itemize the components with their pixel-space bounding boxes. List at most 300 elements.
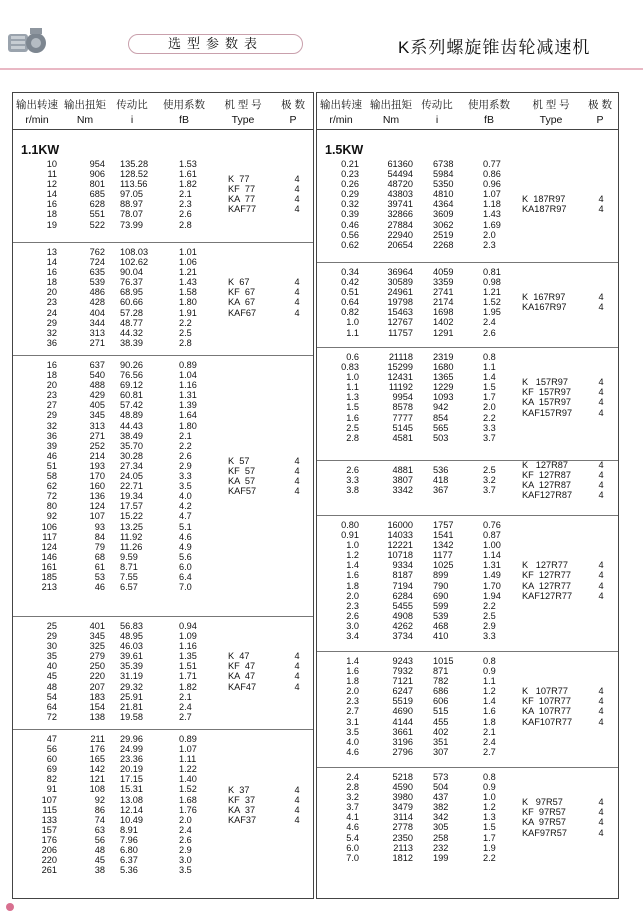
service-factor-cell: 2.0 — [483, 229, 496, 240]
service-factor-cell: 2.5 — [483, 465, 496, 475]
ratio-cell: 455 — [433, 716, 449, 727]
ratio-cell: 382 — [433, 802, 449, 813]
service-factor-cell: 2.9 — [483, 620, 496, 631]
ratio-cell: 38.49 — [120, 430, 143, 441]
service-factor-cell: 6.0 — [179, 561, 192, 572]
ratio-cell: 20.19 — [120, 764, 143, 775]
pole-count — [589, 797, 613, 837]
pole-count-cell: 4 — [294, 204, 300, 215]
output-torque-cell: 27884 — [387, 219, 413, 230]
service-factor-cell: 1.68 — [179, 794, 197, 805]
service-factor-cell: 1.3 — [483, 812, 496, 823]
ratio-cell: 565 — [433, 422, 449, 433]
output-torque-cell: 48720 — [387, 179, 413, 190]
output-torque-cell: 183 — [89, 691, 105, 702]
output-torque-cell: 30589 — [387, 277, 413, 288]
output-torque-cell: 2113 — [393, 842, 413, 853]
model-type-cell: KF 107R77 — [522, 696, 572, 707]
pole-count-cell: 4 — [598, 397, 604, 408]
ratio-cell: 2174 — [433, 297, 454, 308]
ratio-cell: 4059 — [433, 267, 454, 277]
output-torque-cell: 136 — [89, 491, 105, 502]
output-speed-cell: 3.8 — [346, 485, 359, 496]
service-factor-cell: 0.89 — [179, 360, 197, 370]
service-factor-cell: 2.8 — [179, 219, 192, 230]
header-divider — [0, 68, 643, 70]
ratio-cell: 38.39 — [120, 337, 143, 348]
ratio-cell: 21.81 — [120, 701, 143, 712]
output-speed-cell: 3.2 — [346, 792, 359, 803]
output-torque-cell: 63 — [94, 824, 105, 835]
model-type — [228, 456, 256, 496]
col-torque-header: 输出扭矩 — [370, 99, 412, 111]
pole-count — [589, 377, 613, 417]
ratio-cell: 539 — [433, 610, 449, 621]
output-torque-cell: 165 — [89, 754, 105, 765]
service-factor-cell: 0.87 — [483, 530, 501, 541]
pole-count-cell: 4 — [598, 580, 604, 591]
ratio-cell: 135.28 — [120, 159, 149, 169]
output-speed-cell: 124 — [41, 541, 57, 552]
output-torque-cell: 138 — [89, 711, 105, 722]
output-speed-cell: 36 — [46, 337, 57, 348]
output-speed-cell: 1.3 — [346, 392, 359, 403]
pole-count-cell: 4 — [598, 194, 604, 205]
service-factor-cell: 1.40 — [179, 774, 197, 785]
table-header — [13, 93, 313, 130]
model-type-cell: KA 157R97 — [522, 397, 572, 408]
service-factor-cell: 0.98 — [483, 277, 501, 288]
output-torque-cell: 43803 — [387, 189, 413, 200]
output-speed-cell: 2.8 — [346, 432, 359, 443]
output-torque-cell: 193 — [89, 460, 105, 471]
output-torque-cell: 4908 — [392, 610, 413, 621]
service-factor-cell: 1.4 — [483, 696, 496, 707]
service-factor-cell: 2.1 — [179, 430, 192, 441]
ratio — [433, 267, 473, 338]
output-speed-cell: 3.0 — [346, 620, 359, 631]
ratio-cell: 1541 — [433, 530, 454, 541]
output-speed-cell: 185 — [41, 571, 57, 582]
service-factor-cell: 4.7 — [179, 511, 192, 522]
ratio-cell: 6.80 — [120, 845, 138, 856]
output-speed-cell: 2.0 — [346, 686, 359, 697]
model-type-cell: KA 47 — [228, 671, 256, 682]
output-torque-cell: 107 — [89, 511, 105, 522]
table-group — [317, 460, 618, 513]
ratio-cell: 11.26 — [120, 541, 143, 552]
ratio-cell: 199 — [433, 852, 449, 863]
output-speed-cell: 1.4 — [346, 656, 359, 666]
service-factor-cell: 5.1 — [179, 521, 192, 532]
output-torque-cell: 12431 — [387, 372, 413, 383]
ratio-cell: 57.28 — [120, 307, 143, 318]
service-factor-cell: 6.4 — [179, 571, 192, 582]
ratio-cell: 102.62 — [120, 257, 149, 268]
output-torque-cell: 16000 — [387, 520, 413, 530]
service-factor-cell: 1.64 — [179, 410, 197, 421]
ratio-cell: 27.34 — [120, 460, 143, 471]
output-torque-cell: 345 — [89, 631, 105, 642]
output-torque-cell: 84 — [94, 531, 105, 542]
output-torque-cell: 12221 — [387, 540, 413, 551]
output-speed-cell: 117 — [42, 531, 57, 542]
service-factor-cell: 2.7 — [483, 746, 496, 757]
output-torque-cell: 313 — [89, 420, 105, 431]
model-type-cell: K 107R77 — [522, 686, 568, 697]
output-torque — [67, 159, 105, 230]
output-speed-cell: 220 — [41, 855, 57, 866]
pole-count — [285, 174, 309, 214]
ratio-cell: 307 — [433, 746, 449, 757]
pole-count-cell: 4 — [598, 716, 604, 727]
output-torque-cell: 154 — [89, 701, 105, 712]
output-speed-cell: 19 — [46, 219, 57, 230]
ratio-cell: 39.61 — [120, 651, 143, 662]
output-speed-cell: 35 — [46, 651, 57, 662]
output-speed-cell: 11 — [47, 169, 57, 180]
model-type-cell: KAF67 — [228, 307, 257, 318]
output-speed-cell: 1.8 — [346, 676, 359, 687]
output-speed-cell: 16 — [46, 267, 57, 278]
output-torque-cell: 4581 — [392, 432, 413, 443]
output-torque — [371, 159, 413, 250]
ratio-cell: 1177 — [433, 550, 453, 561]
model-type-cell: KAF37 — [228, 814, 257, 825]
pole-count-cell: 4 — [294, 184, 300, 195]
output-speed-cell: 2.7 — [346, 706, 359, 717]
ratio-cell: 22.71 — [120, 481, 143, 492]
service-factor-cell: 0.8 — [483, 352, 496, 362]
output-speed-cell: 3.3 — [346, 475, 359, 486]
ratio-cell: 686 — [433, 686, 449, 697]
service-factor-cell: 2.8 — [179, 337, 192, 348]
output-torque — [371, 352, 413, 443]
ratio-cell: 30.28 — [120, 450, 143, 461]
output-torque-cell: 86 — [94, 804, 105, 815]
output-torque — [371, 520, 413, 641]
ratio — [433, 465, 473, 495]
output-speed-cell: 25 — [46, 621, 57, 631]
ratio-cell: 418 — [433, 475, 449, 486]
pole-count-cell: 4 — [294, 277, 300, 288]
output-speed-cell: 4.0 — [346, 736, 359, 747]
ratio-cell: 504 — [433, 782, 449, 793]
output-torque-cell: 61360 — [387, 159, 413, 169]
output-speed-cell: 0.80 — [341, 520, 359, 530]
output-speed-cell: 1.0 — [346, 540, 359, 551]
ratio-cell: 2319 — [433, 352, 454, 362]
output-speed-cell: 32 — [46, 327, 57, 338]
model-type-cell: KA 57 — [228, 476, 256, 487]
output-speed-cell: 18 — [46, 277, 57, 288]
output-speed-cell: 29 — [46, 631, 57, 642]
service-factor-cell: 1.49 — [483, 570, 501, 581]
output-speed-cell: 0.83 — [341, 362, 359, 373]
pole-count-cell: 4 — [294, 476, 300, 487]
power-label: 1.1KW — [21, 143, 60, 157]
ratio — [120, 360, 170, 592]
output-speed-cell: 29 — [46, 410, 57, 421]
output-speed-cell: 0.51 — [341, 287, 359, 298]
pole-count — [589, 560, 613, 600]
output-speed-cell: 115 — [42, 804, 57, 815]
service-factor-cell: 2.3 — [179, 199, 192, 210]
service-factor-cell: 1.51 — [179, 661, 197, 672]
output-speed-cell: 0.64 — [341, 297, 359, 308]
output-torque-cell: 4881 — [392, 465, 413, 475]
pole-count-cell: 4 — [598, 696, 604, 707]
output-torque-cell: 74 — [94, 814, 105, 825]
output-speed-cell: 4.6 — [346, 746, 359, 757]
output-speed-cell: 0.46 — [341, 219, 359, 230]
output-torque-cell: 214 — [89, 450, 105, 461]
output-torque-cell: 486 — [89, 287, 105, 298]
ratio-cell: 90.26 — [120, 360, 143, 370]
pole-count-cell: 4 — [294, 466, 300, 477]
output-torque — [371, 656, 413, 757]
output-speed — [325, 772, 359, 863]
output-torque-cell: 8187 — [392, 570, 413, 581]
output-speed-cell: 261 — [41, 865, 57, 876]
service-factor-cell: 2.2 — [483, 412, 496, 423]
ratio-cell: 782 — [433, 676, 449, 687]
ratio-cell: 690 — [433, 590, 449, 601]
output-torque-cell: 46 — [94, 582, 105, 593]
output-torque — [67, 360, 105, 592]
output-torque-cell: 5145 — [392, 422, 413, 433]
output-torque-cell: 170 — [89, 471, 105, 482]
model-type-cell: KF 157R97 — [522, 387, 572, 398]
service-factor-cell: 1.80 — [179, 420, 197, 431]
service-factor-cell: 7.0 — [179, 582, 192, 593]
ratio — [433, 656, 473, 757]
table-group — [13, 242, 313, 353]
ratio — [433, 159, 473, 250]
ratio-cell: 13.25 — [120, 521, 143, 532]
output-torque — [67, 734, 105, 875]
output-speed-cell: 1.1 — [346, 327, 359, 338]
model-type — [522, 797, 567, 837]
service-factor — [179, 734, 219, 875]
service-factor-cell: 1.5 — [483, 822, 496, 833]
output-speed-cell: 20 — [46, 380, 57, 391]
service-factor-cell: 1.61 — [179, 169, 197, 180]
output-speed-cell: 2.5 — [346, 422, 359, 433]
service-factor — [179, 360, 219, 592]
ratio-cell: 73.99 — [120, 219, 143, 230]
pole-count-cell: 4 — [598, 377, 604, 388]
service-factor-cell: 3.3 — [483, 422, 496, 433]
model-type — [228, 785, 256, 825]
ratio — [433, 772, 473, 863]
model-type-cell: KA 37 — [228, 804, 256, 815]
table-group — [13, 159, 313, 243]
service-factor-cell: 1.14 — [483, 550, 501, 561]
service-factor — [483, 656, 523, 757]
pole-count-cell: 4 — [294, 651, 300, 662]
service-factor-cell: 1.07 — [179, 744, 197, 755]
col-speed-unit: r/min — [329, 114, 353, 126]
model-type-cell: KA 77 — [228, 194, 256, 205]
model-type — [522, 560, 572, 600]
output-torque-cell: 2796 — [392, 746, 413, 757]
output-speed-cell: 2.6 — [346, 610, 359, 621]
ratio-cell: 1698 — [433, 307, 454, 318]
service-factor-cell: 4.2 — [179, 501, 192, 512]
model-type-cell: KAF57 — [228, 486, 257, 497]
service-factor-cell: 1.7 — [483, 832, 496, 843]
service-factor-cell: 1.95 — [483, 307, 501, 318]
pole-count-cell: 4 — [294, 784, 300, 795]
ratio-cell: 2268 — [433, 239, 454, 250]
output-torque-cell: 279 — [89, 651, 105, 662]
output-torque-cell: 12767 — [387, 317, 413, 328]
service-factor-cell: 2.9 — [179, 460, 192, 471]
output-speed-cell: 0.82 — [341, 307, 359, 318]
output-torque-cell: 1812 — [392, 852, 413, 863]
output-torque-cell: 15463 — [387, 307, 413, 318]
output-torque — [67, 621, 105, 722]
pole-count-cell: 4 — [598, 387, 604, 398]
service-factor-cell: 1.18 — [483, 199, 501, 210]
model-type-cell: K 97R57 — [522, 797, 563, 808]
service-factor-cell: 2.1 — [179, 189, 192, 200]
ratio-cell: 25.91 — [120, 691, 143, 702]
pole-count-cell: 4 — [598, 827, 604, 838]
output-torque-cell: 160 — [89, 481, 105, 492]
ratio-cell: 78.07 — [120, 209, 143, 220]
ratio-cell: 29.96 — [120, 734, 143, 744]
service-factor-cell: 1.21 — [179, 267, 197, 278]
output-speed-cell: 3.7 — [346, 802, 359, 813]
output-speed-cell: 72 — [46, 711, 57, 722]
ratio-cell: 108.03 — [120, 247, 149, 257]
output-torque-cell: 79 — [94, 541, 105, 552]
service-factor — [483, 520, 523, 641]
output-speed-cell: 13 — [46, 247, 57, 257]
output-torque-cell: 22940 — [387, 229, 413, 240]
ratio-cell: 5984 — [433, 169, 454, 180]
output-speed-cell: 10 — [46, 159, 57, 169]
output-torque-cell: 801 — [89, 179, 105, 190]
service-factor-cell: 1.16 — [179, 380, 197, 391]
pole-count — [589, 194, 613, 214]
output-torque-cell: 724 — [89, 257, 105, 268]
service-factor-cell: 1.8 — [483, 716, 496, 727]
ratio-cell: 19.34 — [120, 491, 143, 502]
output-speed-cell: 106 — [41, 521, 57, 532]
output-torque-cell: 344 — [89, 317, 105, 328]
output-speed — [325, 656, 359, 757]
pole-count-cell: 4 — [294, 681, 300, 692]
output-torque-cell: 313 — [89, 327, 105, 338]
left-table — [12, 92, 314, 899]
service-factor-cell: 1.35 — [179, 651, 197, 662]
output-torque-cell: 45 — [94, 855, 105, 866]
output-speed-cell: 1.6 — [346, 412, 359, 423]
ratio-cell: 128.52 — [120, 169, 149, 180]
pole-count-cell: 4 — [294, 297, 300, 308]
service-factor — [179, 247, 219, 348]
output-speed-cell: 45 — [46, 671, 57, 682]
service-factor — [483, 352, 523, 443]
table-group — [13, 616, 313, 727]
ratio-cell: 342 — [433, 812, 449, 823]
model-type-cell: K 157R97 — [522, 377, 568, 388]
output-torque-cell: 3734 — [392, 631, 413, 642]
output-torque-cell: 3479 — [392, 802, 413, 813]
model-type — [522, 460, 572, 500]
output-speed-cell: 40 — [46, 661, 57, 672]
model-type-cell: KA 67 — [228, 297, 256, 308]
pole-count-cell: 4 — [598, 407, 604, 418]
service-factor-cell: 2.4 — [179, 824, 192, 835]
output-speed-cell: 0.34 — [341, 267, 359, 277]
model-type-cell: KF 77 — [228, 184, 256, 195]
ratio-cell: 4364 — [433, 199, 454, 210]
model-type-cell: K 187R97 — [522, 194, 566, 205]
service-factor-cell: 1.1 — [483, 362, 496, 373]
service-factor-cell: 1.16 — [179, 641, 197, 652]
ratio-cell: 854 — [433, 412, 449, 423]
output-torque-cell: 56 — [94, 834, 105, 845]
service-factor-cell: 1.94 — [483, 590, 501, 601]
output-speed-cell: 39 — [46, 440, 57, 451]
ratio-cell: 76.37 — [120, 277, 143, 288]
ratio-cell: 573 — [433, 772, 449, 782]
output-torque-cell: 207 — [89, 681, 105, 692]
ratio-cell: 871 — [433, 666, 449, 677]
col-ratio-header: 传动比 — [116, 99, 148, 111]
output-speed-cell: 0.39 — [341, 209, 359, 220]
output-speed-cell: 72 — [46, 491, 57, 502]
ratio-cell: 29.32 — [120, 681, 143, 692]
ratio-cell: 97.05 — [120, 189, 143, 200]
output-torque-cell: 9243 — [392, 656, 413, 666]
col-type-unit: Type — [231, 114, 255, 126]
output-speed-cell: 16 — [46, 360, 57, 370]
service-factor-cell: 2.1 — [179, 691, 192, 702]
service-factor-cell: 2.4 — [483, 736, 496, 747]
output-torque-cell: 3980 — [392, 792, 413, 803]
output-torque-cell: 628 — [89, 199, 105, 210]
pole-count-cell: 4 — [598, 686, 604, 697]
output-torque-cell: 21118 — [388, 352, 413, 362]
output-speed-cell: 0.62 — [341, 239, 359, 250]
output-speed-cell: 157 — [41, 824, 57, 835]
output-speed-cell: 0.56 — [341, 229, 359, 240]
table-group — [317, 515, 618, 649]
output-speed-cell: 20 — [46, 287, 57, 298]
ratio-cell: 31.19 — [120, 671, 143, 682]
output-speed-cell: 62 — [46, 481, 57, 492]
service-factor-cell: 3.5 — [179, 865, 192, 876]
output-speed-cell: 133 — [41, 814, 57, 825]
ratio-cell: 5350 — [433, 179, 454, 190]
ratio-cell: 258 — [433, 832, 449, 843]
output-torque-cell: 3196 — [392, 736, 413, 747]
output-torque-cell: 48 — [94, 845, 105, 856]
output-speed-cell: 0.6 — [346, 352, 359, 362]
model-type-cell: KF 57 — [228, 466, 256, 477]
model-type-cell: KF 127R87 — [522, 470, 572, 481]
col-pole-unit: P — [596, 114, 604, 126]
ratio-cell: 6738 — [433, 159, 454, 169]
output-speed-cell: 1.2 — [346, 550, 359, 561]
service-factor-cell: 2.2 — [483, 600, 496, 611]
col-type-unit: Type — [539, 114, 563, 126]
